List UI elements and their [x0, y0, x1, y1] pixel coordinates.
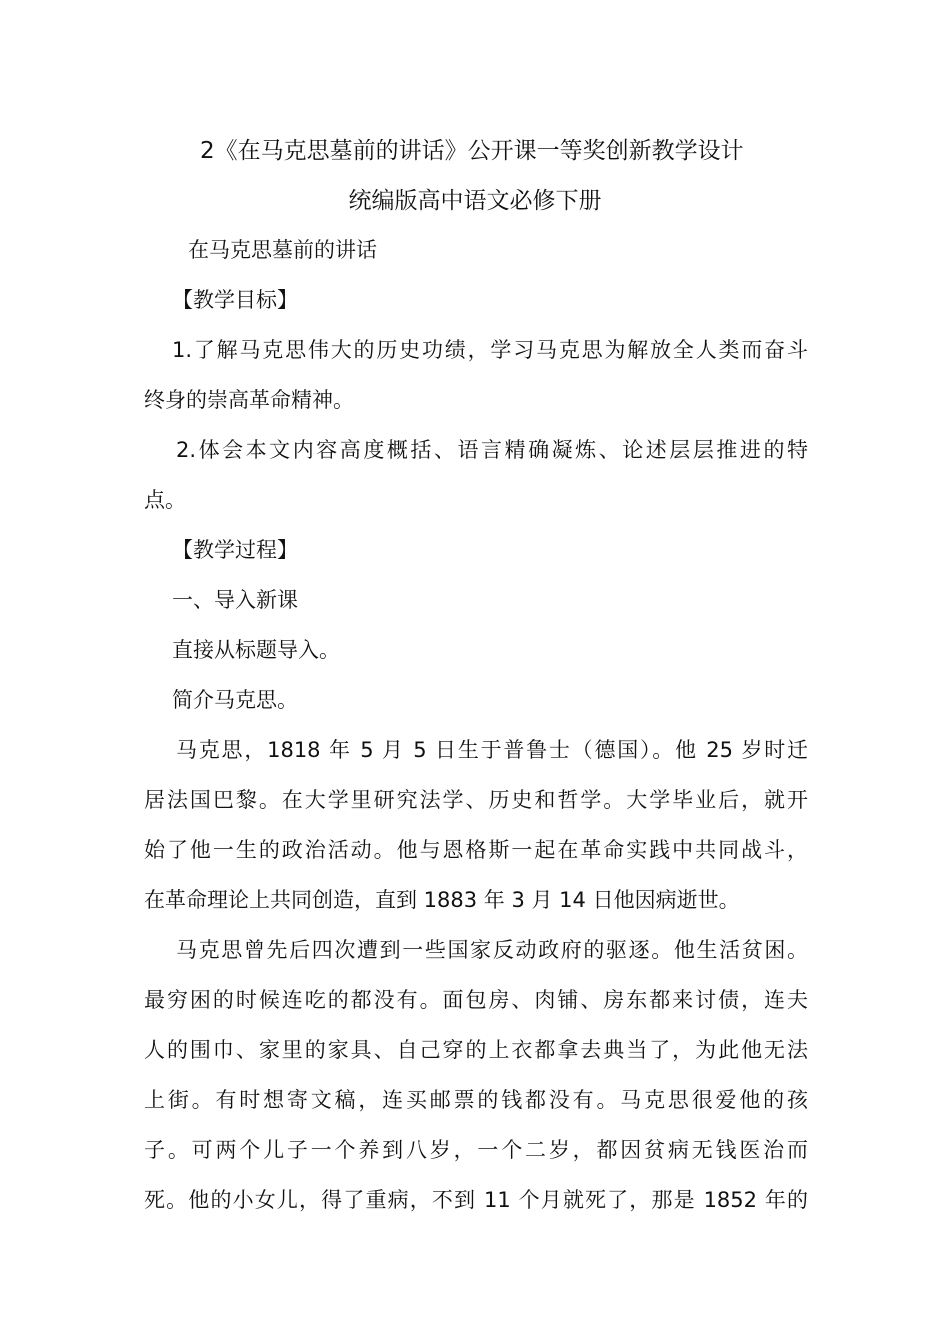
process-heading: 【教学过程】 [172, 538, 298, 562]
para-2-line-3: 人的围巾、家里的家具、自己穿的上衣都拿去典当了，为此他无法 [144, 1038, 808, 1062]
para-2-line-6: 死。他的小女儿，得了重病，不到 11 个月就死了，那是 1852 年的 [144, 1188, 808, 1212]
goal-2-line-1: 2.体会本文内容高度概括、语言精确凝炼、论述层层推进的特 [176, 438, 808, 462]
document-subtitle: 统编版高中语文必修下册 [348, 188, 602, 214]
para-1-line-1: 马克思，1818 年 5 月 5 日生于普鲁士（德国）。他 25 岁时迁 [176, 738, 808, 762]
goal-2-line-2: 点。 [144, 488, 186, 512]
para-1-line-4: 在革命理论上共同创造，直到 1883 年 3 月 14 日他因病逝世。 [144, 888, 740, 912]
section-1-heading: 一、导入新课 [172, 588, 298, 612]
bio-heading: 简介马克思。 [172, 688, 298, 712]
lesson-name: 在马克思墓前的讲话 [188, 238, 377, 262]
intro-line: 直接从标题导入。 [172, 638, 340, 662]
goals-heading: 【教学目标】 [172, 288, 298, 312]
para-1-line-2: 居法国巴黎。在大学里研究法学、历史和哲学。大学毕业后，就开 [144, 788, 808, 812]
document-body [144, 225, 808, 1225]
para-2-line-2: 最穷困的时候连吃的都没有。面包房、肉铺、房东都来讨债，连夫 [144, 988, 808, 1012]
document-title: 2《在马克思墓前的讲话》公开课一等奖创新教学设计 [200, 138, 744, 164]
para-2-line-4: 上街。有时想寄文稿，连买邮票的钱都没有。马克思很爱他的孩 [144, 1088, 808, 1112]
para-2-line-1: 马克思曾先后四次遭到一些国家反动政府的驱逐。他生活贫困。 [176, 938, 808, 962]
para-1-line-3: 始了他一生的政治活动。他与恩格斯一起在革命实践中共同战斗， [144, 838, 808, 862]
goal-1-line-1: 1.了解马克思伟大的历史功绩，学习马克思为解放全人类而奋斗 [172, 338, 808, 362]
goal-1-line-2: 终身的崇高革命精神。 [144, 388, 354, 412]
para-2-line-5: 子。可两个儿子一个养到八岁，一个二岁，都因贫病无钱医治而 [144, 1138, 808, 1162]
